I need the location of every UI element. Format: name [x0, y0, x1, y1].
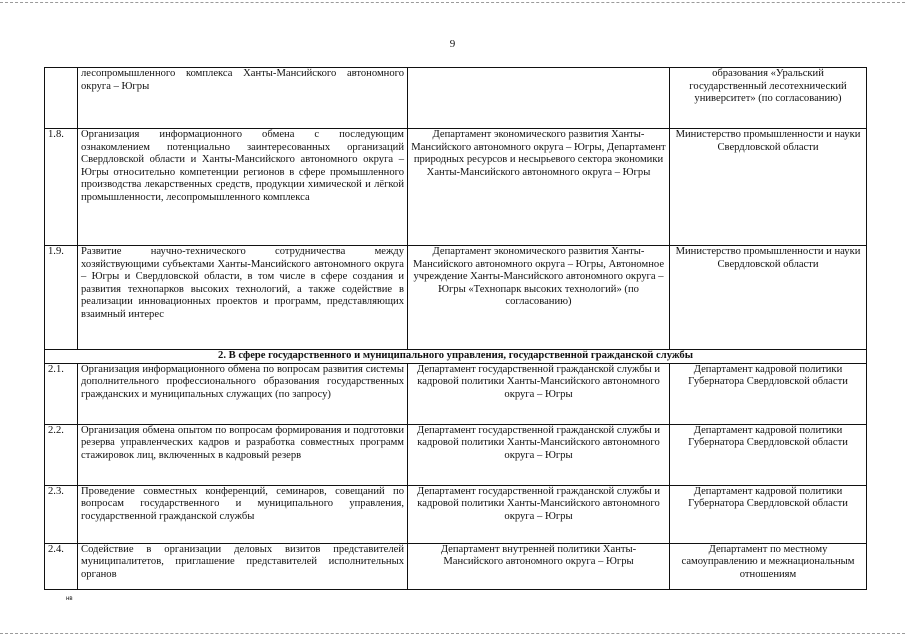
- top-page-edge: [0, 2, 905, 3]
- co-executor-cell: Министерство промышленности и науки Свердловской области: [670, 246, 867, 350]
- co-executor-cell: Департамент кадровой политики Губернатора Свердловской области: [670, 424, 867, 485]
- executor-cell: Департамент экономического развития Ханты-Мансийского автономного округа – Югры, Автономное учреждение Ханты-Мансийского автономного округа – Югры «Технопарк высоких технологий» (по согласованию): [408, 246, 670, 350]
- table-row: [45, 424, 867, 485]
- task-cell: Организация информационного обмена по вопросам развития системы дополнительного профессионального образования государственных гражданских и муниципальных служащих (по запросу): [78, 363, 408, 424]
- task-cell: лесопромышленного комплекса Ханты-Мансийского автономного округа – Югры: [78, 68, 408, 129]
- co-executor-cell: Министерство промышленности и науки Свердловской области: [670, 129, 867, 246]
- row-number: [45, 68, 78, 129]
- task-cell: Организация информационного обмена с последующим ознакомлением потенциально заинтересованных организаций Свердловской области и Ханты-Мансийского автономного округа – Югры относительно компетенции регионов в сфере промышленного производства лекарственных средств, продукции химической и лёгкой промышленности, лесопромышленного комплекса: [78, 129, 408, 246]
- row-number: 1.8.: [45, 129, 78, 246]
- section-header-row: [45, 350, 867, 364]
- row-number: 2.3.: [45, 485, 78, 543]
- footer-initials: нв: [66, 596, 73, 602]
- executor-cell: [408, 68, 670, 129]
- table-row: [45, 363, 867, 424]
- executor-cell: Департамент государственной гражданской службы и кадровой политики Ханты-Мансийского автономного округа – Югры: [408, 424, 670, 485]
- table-row: [45, 246, 867, 350]
- measures-table: [44, 67, 867, 590]
- task-cell: Содействие в организации деловых визитов представителей муниципалитетов, приглашение представителей исполнительных органов: [78, 543, 408, 589]
- co-executor-cell: образования «Уральский государственный лесотехнический университет» (по согласованию): [670, 68, 867, 129]
- task-cell: Проведение совместных конференций, семинаров, совещаний по вопросам государственного и муниципального управления, государственной гражданской службы: [78, 485, 408, 543]
- row-number: 1.9.: [45, 246, 78, 350]
- page-number: 9: [449, 38, 456, 50]
- co-executor-cell: Департамент кадровой политики Губернатора Свердловской области: [670, 485, 867, 543]
- co-executor-cell: Департамент по местному самоуправлению и межнациональным отношениям: [670, 543, 867, 589]
- row-number: 2.1.: [45, 363, 78, 424]
- row-number: 2.2.: [45, 424, 78, 485]
- executor-cell: Департамент государственной гражданской службы и кадровой политики Ханты-Мансийского автономного округа – Югры: [408, 485, 670, 543]
- section-title: 2. В сфере государственного и муниципального управления, государственной гражданской службы: [45, 350, 867, 364]
- table-row: [45, 68, 867, 129]
- executor-cell: Департамент экономического развития Ханты-Мансийского автономного округа – Югры, Департамент природных ресурсов и несырьевого сектора экономики Ханты-Мансийского автономного округа – Югры: [408, 129, 670, 246]
- executor-cell: Департамент внутренней политики Ханты-Мансийского автономного округа – Югры: [408, 543, 670, 589]
- task-cell: Организация обмена опытом по вопросам формирования и подготовки резерва управленческих кадров и разработка совместных программ стажировок лиц, включенных в кадровый резерв: [78, 424, 408, 485]
- table-row: [45, 485, 867, 543]
- row-number: 2.4.: [45, 543, 78, 589]
- task-cell: Развитие научно-технического сотрудничества между хозяйствующими субъектами Ханты-Мансийского автономного округа – Югры и Свердловской области, в том числе в сфере создания и развития технопарков высоких технологий, а также содействие в реализации инновационных проектов и программ, представляющих взаимный интерес: [78, 246, 408, 350]
- co-executor-cell: Департамент кадровой политики Губернатора Свердловской области: [670, 363, 867, 424]
- table-row: [45, 129, 867, 246]
- bottom-page-edge: [0, 633, 905, 634]
- executor-cell: Департамент государственной гражданской службы и кадровой политики Ханты-Мансийского автономного округа – Югры: [408, 363, 670, 424]
- table-row: [45, 543, 867, 589]
